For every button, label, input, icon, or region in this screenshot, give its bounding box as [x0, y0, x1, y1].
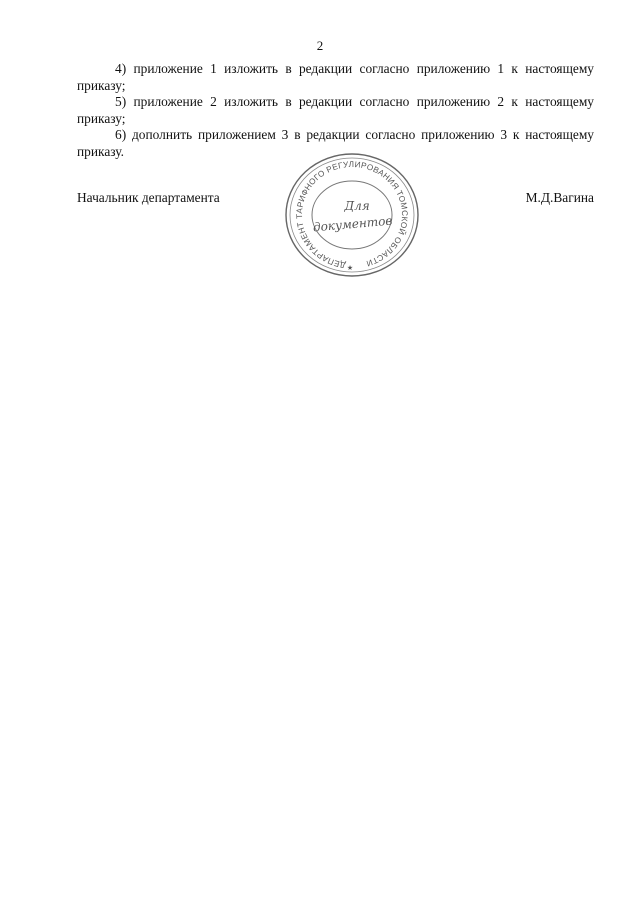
stamp-center-line-2: документов: [312, 213, 393, 235]
stamp-ring-text: ДЕПАРТАМЕНТ ТАРИФНОГО РЕГУЛИРОВАНИЯ ТОМСКОЙ ОБЛАСТИ: [294, 159, 410, 270]
signature-title: Начальник департамента: [77, 190, 220, 205]
list-item: 6) дополнить приложением 3 в редакции согласно приложению 3 к настоящему приказу.: [77, 127, 594, 159]
official-stamp: [277, 150, 427, 278]
stamp-center-line-1: Для: [344, 199, 370, 213]
signature-row: [77, 190, 594, 206]
list-item: 5) приложение 2 изложить в редакции согласно приложению 2 к настоящему приказу;: [77, 94, 594, 126]
page-number: 2: [316, 38, 324, 53]
stamp-seal-icon: [277, 150, 427, 278]
list-item: 4) приложение 1 изложить в редакции согласно приложению 1 к настоящему приказу;: [77, 61, 594, 93]
signature-name: М.Д.Вагина: [525, 190, 594, 205]
stamp-star-icon: ★: [346, 264, 354, 272]
document-body: [77, 61, 594, 160]
